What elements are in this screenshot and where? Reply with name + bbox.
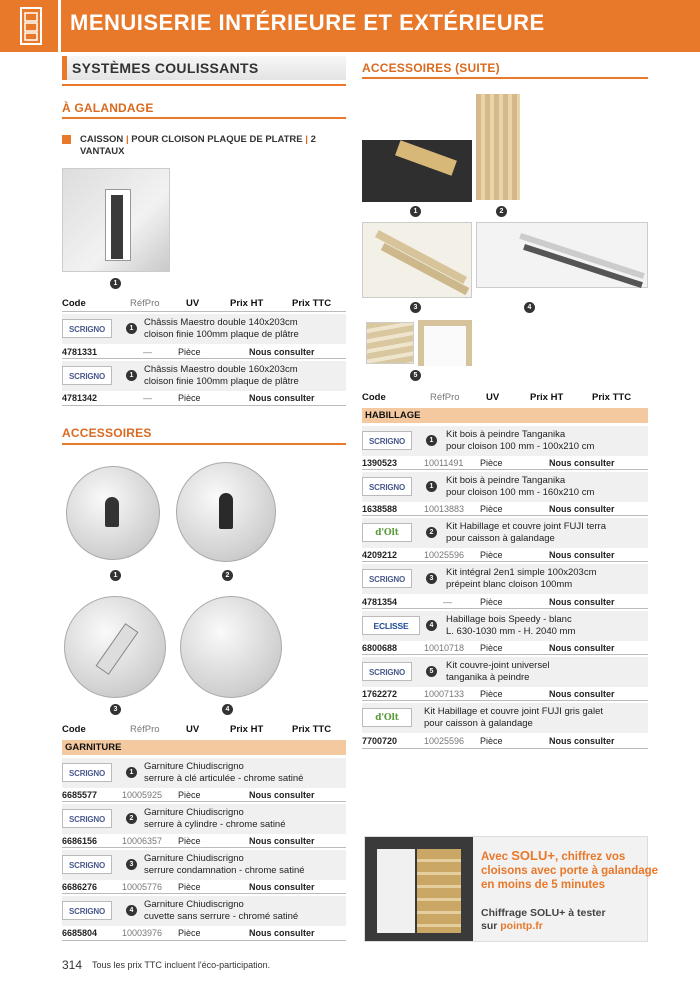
product-desc: [424, 706, 603, 729]
image-number-badge: 3: [110, 704, 121, 715]
profile-bar: [381, 243, 470, 295]
product-uv: Pièce: [178, 882, 201, 892]
product-desc: [144, 317, 299, 340]
product-code: 1762272: [362, 689, 398, 699]
desc-line: cloison finie 100mm plaque de plâtre: [144, 375, 299, 387]
page-title: MENUISERIE INTÉRIEURE ET EXTÉRIEURE: [70, 10, 545, 35]
divider: [362, 654, 648, 655]
product-uv: Pièce: [178, 928, 201, 938]
product-refpro: 10010718: [424, 643, 465, 653]
cup-handle-image: [180, 596, 282, 698]
image-number-badge: 5: [426, 666, 437, 677]
col-header-prix-ht: Prix HT: [530, 392, 564, 403]
image-number-badge: 1: [426, 481, 437, 492]
image-number-badge: 1: [126, 370, 137, 381]
desc-line: cuvette sans serrure - chromé satiné: [144, 910, 299, 922]
product-price: Nous consulter: [249, 882, 315, 892]
product-refpro: 10005925: [122, 790, 163, 800]
col-header-uv: UV: [486, 392, 500, 403]
product-code: 7700720: [362, 736, 398, 746]
product-refpro: —: [143, 393, 152, 403]
product-uv: Pièce: [480, 689, 503, 699]
divider: [362, 469, 648, 470]
solu-plus-logo: SOLU+: [511, 848, 555, 863]
image-number-badge: 1: [126, 767, 137, 778]
keyhole-icon: [105, 497, 119, 527]
image-number-badge: 1: [110, 278, 121, 289]
cylinder-icon: [219, 493, 233, 529]
accessoires-title: ACCESSOIRES: [62, 426, 152, 440]
product-code: 1638588: [362, 504, 398, 514]
desc-line: Kit bois à peindre Tanganika: [446, 475, 566, 486]
desc-line: serrure à cylindre - chrome satiné: [144, 818, 286, 830]
turn-knob: [96, 623, 139, 675]
desc-line: Kit couvre-joint universel: [446, 660, 550, 671]
desc-line: Châssis Maestro double 160x203cm: [144, 364, 298, 375]
divider: [362, 608, 648, 609]
category-label: HABILLAGE: [365, 410, 421, 421]
separator: |: [125, 134, 129, 145]
image-number-badge: 2: [126, 813, 137, 824]
wood-rail-image: [362, 140, 472, 202]
brand-logo: SCRIGNO: [362, 431, 412, 450]
col-header-prix-ttc: Prix TTC: [292, 724, 332, 735]
divider: [62, 940, 346, 941]
product-refpro: 10025596: [424, 550, 465, 560]
product-desc: [144, 853, 305, 876]
brand-logo: SCRIGNO: [62, 366, 112, 385]
product-refpro: 10025596: [424, 736, 465, 746]
wood-piece: [395, 140, 457, 176]
promo-headline: [481, 849, 658, 892]
product-desc: [144, 364, 299, 387]
col-header-refpro: RéfPro: [130, 298, 160, 309]
product-price: Nous consulter: [549, 689, 615, 699]
brand-logo: SCRIGNO: [62, 855, 112, 874]
frame-profiles-image: [362, 222, 472, 298]
product-uv: Pièce: [178, 790, 201, 800]
header-divider: [58, 0, 61, 52]
product-code: 1390523: [362, 458, 398, 468]
bullet-square: [62, 135, 71, 144]
promo-line: en moins de 5 minutes: [481, 879, 605, 891]
desc-line: Kit bois à peindre Tanganika: [446, 429, 566, 440]
page-number: 314: [62, 958, 83, 972]
product-refpro: 10005776: [122, 882, 163, 892]
product-price: Nous consulter: [249, 347, 315, 357]
image-number-badge: 1: [410, 206, 421, 217]
door-shadow: [111, 195, 123, 259]
promo-text: , chiffrez vos: [554, 851, 626, 863]
brand-logo: d'Olt: [362, 708, 412, 727]
image-number-badge: 5: [410, 370, 421, 381]
promo-line: [481, 849, 658, 864]
room-photo: [62, 168, 170, 272]
divider: [362, 77, 648, 79]
section-title: SYSTÈMES COULISSANTS: [72, 60, 259, 76]
promo-banner[interactable]: [364, 836, 659, 942]
image-number-badge: 4: [524, 302, 535, 313]
sliding-door: [417, 849, 461, 933]
product-refpro: —: [143, 347, 152, 357]
product-uv: Pièce: [178, 347, 201, 357]
product-uv: Pièce: [480, 597, 503, 607]
product-price: Nous consulter: [249, 928, 315, 938]
promo-photo: [365, 837, 473, 941]
desc-line: Garniture Chiudiscrigno: [144, 807, 244, 818]
wall-opening: [377, 849, 415, 933]
product-uv: Pièce: [480, 550, 503, 560]
divider: [62, 847, 346, 848]
product-price: Nous consulter: [549, 504, 615, 514]
profile-bar: [375, 230, 467, 284]
divider: [62, 801, 346, 802]
product-desc: [144, 761, 303, 784]
product-uv: Pièce: [480, 458, 503, 468]
footer-note: Tous les prix TTC incluent l'éco-participation.: [92, 960, 271, 970]
product-code: 4781342: [62, 393, 98, 403]
divider: [62, 84, 346, 86]
desc-line: tanganika à peindre: [446, 671, 530, 683]
image-number-badge: 4: [126, 905, 137, 916]
frame-image: [418, 320, 472, 366]
product-code: 4781331: [62, 347, 98, 357]
divider: [62, 893, 346, 894]
product-desc: [446, 567, 597, 590]
promo-cta: [481, 907, 606, 933]
desc-line: Garniture Chiudiscrigno: [144, 761, 244, 772]
product-desc: [446, 521, 606, 544]
product-uv: Pièce: [480, 504, 503, 514]
product-refpro: 10013883: [424, 504, 465, 514]
caisson-type: CAISSON: [80, 134, 124, 145]
image-number-badge: 3: [410, 302, 421, 313]
brand-logo: d'Olt: [362, 523, 412, 542]
product-refpro: 10007133: [424, 689, 465, 699]
product-uv: Pièce: [480, 736, 503, 746]
desc-line: pour caisson à galandage: [424, 717, 533, 729]
promo-line: Chiffrage SOLU+ à tester: [481, 907, 606, 919]
product-price: Nous consulter: [549, 597, 615, 607]
product-price: Nous consulter: [549, 458, 615, 468]
desc-line: Kit Habillage et couvre joint FUJI gris galet: [424, 706, 603, 717]
divider: [62, 117, 346, 119]
product-price: Nous consulter: [549, 643, 615, 653]
desc-line: Habillage bois Speedy - blanc: [446, 614, 572, 625]
door-icon: [14, 6, 48, 46]
caisson-label: [80, 134, 340, 158]
divider: [62, 358, 346, 359]
col-header-refpro: RéfPro: [130, 724, 160, 735]
divider: [362, 748, 648, 749]
image-number-badge: 4: [426, 620, 437, 631]
col-header-refpro: RéfPro: [430, 392, 460, 403]
product-refpro: 10011491: [424, 458, 464, 468]
col-header-prix-ht: Prix HT: [230, 298, 264, 309]
separator: |: [305, 134, 308, 145]
product-refpro: 10003976: [122, 928, 163, 938]
col-header-prix-ht: Prix HT: [230, 724, 264, 735]
wood-slats-image: [476, 94, 520, 200]
desc-line: pour caisson à galandage: [446, 532, 555, 544]
brand-logo: ECLISSE: [362, 616, 420, 635]
desc-line: Châssis Maestro double 140x203cm: [144, 317, 298, 328]
product-code: 6685577: [62, 790, 98, 800]
promo-line: cloisons avec porte à galandage: [481, 865, 659, 877]
product-refpro: 10006357: [122, 836, 163, 846]
couvre-joint-image: [366, 322, 414, 364]
product-desc: [144, 807, 286, 830]
product-uv: Pièce: [178, 393, 201, 403]
caisson-usage: POUR CLOISON PLAQUE DE PLATRE: [131, 134, 303, 145]
col-header-uv: UV: [186, 298, 200, 309]
product-desc: [446, 660, 550, 683]
divider: [362, 561, 648, 562]
image-number-badge: 2: [496, 206, 507, 217]
product-refpro: —: [443, 597, 452, 607]
product-price: Nous consulter: [249, 790, 315, 800]
product-uv: Pièce: [178, 836, 201, 846]
subsection-title: À GALANDAGE: [62, 101, 154, 115]
desc-line: Garniture Chiudiscrigno: [144, 899, 244, 910]
desc-line: cloison finie 100mm plaque de plâtre: [144, 328, 299, 340]
brand-logo: SCRIGNO: [62, 901, 112, 920]
cylinder-handle-image: [176, 462, 276, 562]
brand-logo: SCRIGNO: [62, 809, 112, 828]
product-code: 6686156: [62, 836, 98, 846]
desc-line: serrure à clé articulée - chrome satiné: [144, 772, 304, 784]
condemnation-handle-image: [64, 596, 166, 698]
brand-logo: SCRIGNO: [362, 662, 412, 681]
divider: [62, 443, 346, 445]
brand-logo: SCRIGNO: [362, 569, 412, 588]
desc-line: pour cloison 100 mm - 160x210 cm: [446, 486, 595, 498]
desc-line: Kit intégral 2en1 simple 100x203cm: [446, 567, 597, 578]
product-price: Nous consulter: [249, 836, 315, 846]
lock-handle-image: [66, 466, 160, 560]
product-uv: Pièce: [480, 643, 503, 653]
product-price: Nous consulter: [549, 736, 615, 746]
desc-line: L. 630-1030 mm - H. 2040 mm: [446, 625, 576, 637]
col-header-prix-ttc: Prix TTC: [292, 298, 332, 309]
image-number-badge: 1: [110, 570, 121, 581]
promo-link[interactable]: pointp.fr: [500, 920, 543, 932]
image-number-badge: 1: [426, 435, 437, 446]
promo-text: Avec: [481, 851, 512, 863]
divider: [62, 405, 346, 406]
brand-logo: SCRIGNO: [62, 763, 112, 782]
image-number-badge: 1: [126, 323, 137, 334]
brand-logo: SCRIGNO: [362, 477, 412, 496]
image-number-badge: 3: [126, 859, 137, 870]
product-price: Nous consulter: [549, 550, 615, 560]
col-header-code: Code: [362, 392, 386, 403]
category-label: GARNITURE: [65, 742, 122, 753]
product-code: 6800688: [362, 643, 398, 653]
col-header-uv: UV: [186, 724, 200, 735]
col-header-code: Code: [62, 298, 86, 309]
section-title: ACCESSOIRES (SUITE): [362, 61, 500, 75]
profile-bar: [519, 233, 644, 279]
image-number-badge: 4: [222, 704, 233, 715]
divider: [62, 311, 346, 312]
col-header-code: Code: [62, 724, 86, 735]
image-number-badge: 2: [426, 527, 437, 538]
caisson-leaves: 2 VANTAUX: [80, 134, 316, 157]
desc-line: Garniture Chiudiscrigno: [144, 853, 244, 864]
divider: [362, 700, 648, 701]
col-header-prix-ttc: Prix TTC: [592, 392, 632, 403]
desc-line: Kit Habillage et couvre joint FUJI terra: [446, 521, 606, 532]
desc-line: pour cloison 100 mm - 100x210 cm: [446, 440, 595, 452]
product-desc: [446, 475, 594, 498]
product-desc: [144, 899, 298, 922]
product-code: 4781354: [362, 597, 398, 607]
product-code: 4209212: [362, 550, 398, 560]
white-profiles-image: [476, 222, 648, 288]
product-code: 6685804: [62, 928, 98, 938]
product-desc: [446, 614, 575, 637]
product-desc: [446, 429, 594, 452]
product-code: 6686276: [62, 882, 98, 892]
divider: [362, 515, 648, 516]
image-number-badge: 2: [222, 570, 233, 581]
brand-logo: SCRIGNO: [62, 319, 112, 338]
desc-line: prépeint blanc cloison 100mm: [446, 578, 573, 590]
product-price: Nous consulter: [249, 393, 315, 403]
image-number-badge: 3: [426, 573, 437, 584]
promo-text: sur: [481, 920, 501, 932]
desc-line: serrure condamnation - chrome satiné: [144, 864, 305, 876]
